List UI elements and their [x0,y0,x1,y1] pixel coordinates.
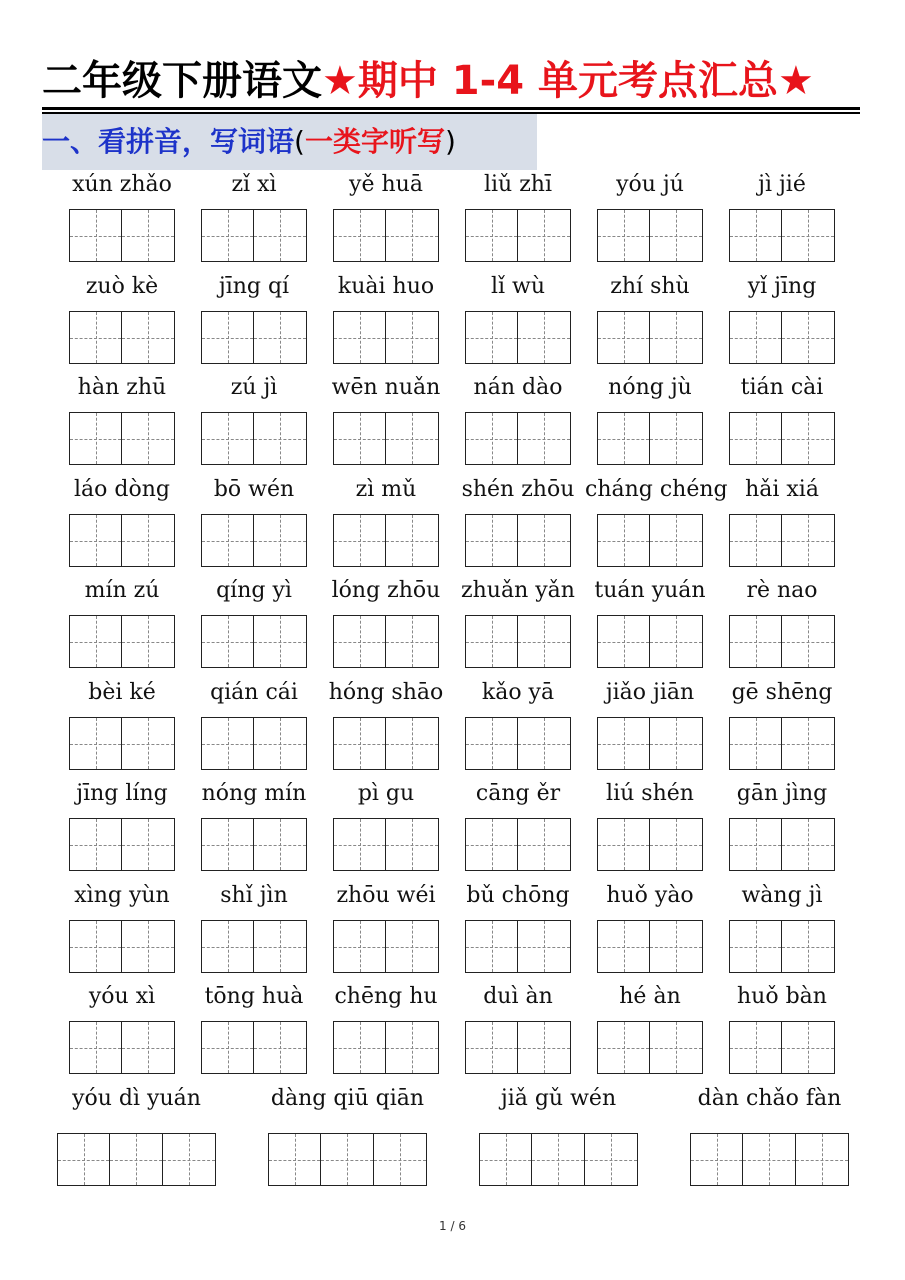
writing-grid[interactable] [333,920,439,973]
writing-cell[interactable] [386,210,438,261]
pinyin-label: yǐ jīng [747,274,817,299]
writing-cell[interactable] [374,1134,426,1185]
writing-cell[interactable] [598,1022,650,1073]
writing-cell[interactable] [650,210,702,261]
pinyin-label: dàn chǎo fàn [697,1086,842,1111]
section-title: 一、看拼音，写词语 [42,125,295,158]
writing-cell[interactable] [269,1134,321,1185]
writing-grid[interactable] [690,1133,849,1186]
writing-grid[interactable] [729,209,835,262]
writing-cell[interactable] [730,616,782,667]
writing-cell[interactable] [334,921,386,972]
writing-cell[interactable] [782,616,834,667]
writing-cell[interactable] [334,413,386,464]
writing-grid[interactable] [479,1133,638,1186]
section-heading [42,114,537,170]
writing-cell[interactable] [730,1022,782,1073]
pinyin-label: duì àn [483,984,553,1009]
writing-cell[interactable] [796,1134,848,1185]
writing-cell[interactable] [122,819,174,870]
writing-grid[interactable] [597,311,703,364]
pinyin-label: qíng yì [216,578,292,603]
section-paren-close: ) [444,125,456,158]
writing-grid[interactable] [201,1021,307,1074]
writing-cell[interactable] [730,921,782,972]
writing-grid[interactable] [201,514,307,567]
writing-cell[interactable] [730,413,782,464]
writing-cell[interactable] [70,413,122,464]
writing-cell[interactable] [650,921,702,972]
writing-cell[interactable] [730,515,782,566]
writing-cell[interactable] [386,515,438,566]
writing-grid[interactable] [201,717,307,770]
writing-cell[interactable] [254,921,306,972]
pinyin-label: jīng líng [76,781,168,806]
pinyin-label: zǐ xì [231,172,277,197]
pinyin-label: wēn nuǎn [331,375,441,400]
writing-grid[interactable] [465,920,571,973]
writing-cell[interactable] [598,413,650,464]
writing-cell[interactable] [58,1134,110,1185]
pinyin-label: mín zú [84,578,160,603]
pinyin-label: yóu dì yuán [72,1086,201,1111]
pinyin-label: lǐ wù [490,274,546,299]
writing-cell[interactable] [334,819,386,870]
writing-cell[interactable] [334,718,386,769]
writing-cell[interactable] [254,616,306,667]
pinyin-label: jiǎo jiān [605,680,695,705]
pinyin-label: cāng ěr [475,781,561,806]
writing-cell[interactable] [70,819,122,870]
writing-cell[interactable] [254,210,306,261]
writing-cell[interactable] [466,921,518,972]
page-title [42,55,862,107]
writing-cell[interactable] [334,210,386,261]
pinyin-label: láo dòng [74,477,170,502]
pinyin-label: tián cài [740,375,824,400]
writing-cell[interactable] [254,819,306,870]
writing-grid[interactable] [333,311,439,364]
writing-cell[interactable] [202,819,254,870]
writing-cell[interactable] [532,1134,584,1185]
writing-cell[interactable] [585,1134,637,1185]
pinyin-label: jiǎ gǔ wén [500,1086,617,1111]
writing-cell[interactable] [254,312,306,363]
pinyin-label: liǔ zhī [483,172,553,197]
pinyin-label: yě huā [349,172,423,197]
writing-grid[interactable] [597,717,703,770]
writing-cell[interactable] [598,312,650,363]
writing-cell[interactable] [202,312,254,363]
writing-cell[interactable] [386,718,438,769]
writing-grid[interactable] [333,615,439,668]
pinyin-label: lóng zhōu [331,578,441,603]
writing-cell[interactable] [650,312,702,363]
writing-cell[interactable] [466,616,518,667]
pinyin-label: gān jìng [736,781,828,806]
pinyin-label: nóng mín [201,781,307,806]
writing-grid[interactable] [69,311,175,364]
writing-grid[interactable] [333,514,439,567]
writing-cell[interactable] [386,819,438,870]
writing-cell[interactable] [386,413,438,464]
writing-cell[interactable] [466,819,518,870]
pinyin-label: bǔ chōng [466,883,570,908]
writing-cell[interactable] [321,1134,373,1185]
writing-cell[interactable] [598,515,650,566]
writing-grid[interactable] [465,818,571,871]
writing-cell[interactable] [518,1022,570,1073]
writing-cell[interactable] [598,819,650,870]
pinyin-label: huǒ bàn [737,984,827,1009]
writing-cell[interactable] [782,819,834,870]
writing-grid[interactable] [465,514,571,567]
writing-cell[interactable] [598,921,650,972]
writing-cell[interactable] [650,718,702,769]
writing-grid[interactable] [597,920,703,973]
writing-grid[interactable] [465,1021,571,1074]
pinyin-label: hàn zhū [77,375,167,400]
writing-grid[interactable] [201,920,307,973]
writing-grid[interactable] [465,615,571,668]
writing-cell[interactable] [598,718,650,769]
pinyin-label: zì mǔ [355,477,417,502]
section-subtitle: 一类字听写 [304,125,445,158]
writing-grid[interactable] [69,514,175,567]
writing-cell[interactable] [730,210,782,261]
writing-cell[interactable] [70,616,122,667]
writing-cell[interactable] [650,616,702,667]
writing-grid[interactable] [597,412,703,465]
writing-cell[interactable] [650,819,702,870]
pinyin-label: nán dào [473,375,563,400]
writing-grid[interactable] [333,818,439,871]
title-grade: 二年级下册语文 [42,58,322,104]
writing-cell[interactable] [386,1022,438,1073]
writing-grid[interactable] [729,920,835,973]
writing-cell[interactable] [518,515,570,566]
writing-grid[interactable] [201,412,307,465]
writing-cell[interactable] [466,1022,518,1073]
writing-cell[interactable] [122,210,174,261]
writing-grid[interactable] [729,1021,835,1074]
pinyin-label: dàng qiū qiān [270,1086,425,1111]
title-topic: ★期中 1-4 单元考点汇总★ [322,58,814,104]
writing-cell[interactable] [202,1022,254,1073]
writing-cell[interactable] [202,718,254,769]
writing-cell[interactable] [110,1134,162,1185]
pinyin-label: huǒ yào [606,883,694,908]
writing-cell[interactable] [122,616,174,667]
writing-cell[interactable] [466,718,518,769]
pinyin-label: gē shēng [731,680,833,705]
pinyin-label: pì gu [357,781,415,806]
writing-grid[interactable] [333,717,439,770]
pinyin-label: jì jié [758,172,806,197]
writing-grid[interactable] [333,209,439,262]
writing-grid[interactable] [333,412,439,465]
writing-grid[interactable] [729,717,835,770]
writing-grid[interactable] [597,514,703,567]
writing-grid[interactable] [69,615,175,668]
pinyin-label: yóu jú [616,172,684,197]
writing-cell[interactable] [650,515,702,566]
writing-cell[interactable] [782,413,834,464]
pinyin-label: yóu xì [88,984,156,1009]
writing-cell[interactable] [730,819,782,870]
writing-cell[interactable] [650,1022,702,1073]
writing-cell[interactable] [334,312,386,363]
writing-grid[interactable] [729,615,835,668]
pinyin-label: hé àn [619,984,681,1009]
pinyin-label: qián cái [210,680,298,705]
writing-cell[interactable] [70,210,122,261]
writing-cell[interactable] [334,515,386,566]
pinyin-label: zú jì [230,375,278,400]
writing-cell[interactable] [70,515,122,566]
writing-cell[interactable] [730,312,782,363]
writing-cell[interactable] [163,1134,215,1185]
writing-cell[interactable] [518,413,570,464]
writing-grid[interactable] [597,209,703,262]
writing-cell[interactable] [122,1022,174,1073]
writing-grid[interactable] [597,1021,703,1074]
writing-cell[interactable] [466,210,518,261]
writing-cell[interactable] [122,312,174,363]
writing-cell[interactable] [518,616,570,667]
writing-cell[interactable] [598,616,650,667]
writing-cell[interactable] [122,515,174,566]
writing-cell[interactable] [70,1022,122,1073]
writing-grid[interactable] [69,412,175,465]
writing-cell[interactable] [70,312,122,363]
writing-grid[interactable] [465,311,571,364]
writing-grid[interactable] [201,615,307,668]
pinyin-label: nóng jù [608,375,692,400]
writing-cell[interactable] [334,616,386,667]
writing-cell[interactable] [122,921,174,972]
pinyin-label: tōng huà [204,984,304,1009]
writing-cell[interactable] [691,1134,743,1185]
page-number: 1 / 6 [439,1219,466,1233]
writing-cell[interactable] [466,515,518,566]
writing-cell[interactable] [518,921,570,972]
pinyin-label: wàng jì [741,883,823,908]
writing-grid[interactable] [465,412,571,465]
writing-grid[interactable] [268,1133,427,1186]
writing-cell[interactable] [254,413,306,464]
section-paren-open: ( [294,125,305,158]
writing-grid[interactable] [729,412,835,465]
writing-cell[interactable] [202,921,254,972]
writing-cell[interactable] [730,718,782,769]
writing-cell[interactable] [386,616,438,667]
writing-cell[interactable] [202,210,254,261]
writing-grid[interactable] [201,311,307,364]
writing-cell[interactable] [782,1022,834,1073]
writing-grid[interactable] [69,1021,175,1074]
writing-cell[interactable] [743,1134,795,1185]
writing-grid[interactable] [465,209,571,262]
writing-grid[interactable] [201,818,307,871]
pinyin-label: zuò kè [85,274,159,299]
writing-grid[interactable] [69,920,175,973]
writing-cell[interactable] [122,718,174,769]
writing-grid[interactable] [333,1021,439,1074]
pinyin-label: bèi ké [88,680,156,705]
writing-cell[interactable] [518,312,570,363]
writing-cell[interactable] [254,718,306,769]
writing-grid[interactable] [69,717,175,770]
title-divider [42,107,860,110]
writing-cell[interactable] [782,515,834,566]
writing-cell[interactable] [334,1022,386,1073]
writing-cell[interactable] [518,718,570,769]
writing-cell[interactable] [70,718,122,769]
writing-cell[interactable] [122,413,174,464]
writing-cell[interactable] [598,210,650,261]
writing-cell[interactable] [782,312,834,363]
writing-cell[interactable] [782,718,834,769]
pinyin-label: kuài huo [337,274,435,299]
writing-cell[interactable] [386,312,438,363]
writing-cell[interactable] [650,413,702,464]
pinyin-label: zhí shù [610,274,690,299]
writing-cell[interactable] [254,1022,306,1073]
pinyin-label: jīng qí [218,274,290,299]
pinyin-label: hóng shāo [328,680,444,705]
writing-grid[interactable] [597,615,703,668]
writing-cell[interactable] [466,312,518,363]
writing-cell[interactable] [70,921,122,972]
pinyin-label: kǎo yā [481,680,555,705]
pinyin-label: bō wén [213,477,295,502]
pinyin-label: shǐ jìn [220,883,288,908]
writing-cell[interactable] [202,616,254,667]
pinyin-label: hǎi xiá [745,477,819,502]
writing-cell[interactable] [518,819,570,870]
writing-grid[interactable] [597,818,703,871]
writing-cell[interactable] [386,921,438,972]
writing-cell[interactable] [202,413,254,464]
writing-cell[interactable] [782,210,834,261]
writing-cell[interactable] [480,1134,532,1185]
writing-cell[interactable] [466,413,518,464]
pinyin-label: xún zhǎo [72,172,172,197]
writing-grid[interactable] [69,818,175,871]
pinyin-label: tuán yuán [594,578,706,603]
pinyin-label: zhōu wéi [336,883,436,908]
writing-cell[interactable] [202,515,254,566]
writing-grid[interactable] [465,717,571,770]
pinyin-label: rè nao [746,578,818,603]
pinyin-label: chēng hu [334,984,438,1009]
pinyin-label: liú shén [606,781,694,806]
writing-grid[interactable] [57,1133,216,1186]
writing-grid[interactable] [69,209,175,262]
writing-grid[interactable] [729,311,835,364]
pinyin-label: shén zhōu [461,477,575,502]
writing-grid[interactable] [729,514,835,567]
writing-cell[interactable] [518,210,570,261]
writing-cell[interactable] [782,921,834,972]
writing-grid[interactable] [201,209,307,262]
pinyin-label: zhuǎn yǎn [461,578,575,603]
writing-grid[interactable] [729,818,835,871]
pinyin-label: cháng chéng [585,477,728,502]
pinyin-label: xìng yùn [74,883,170,908]
writing-cell[interactable] [254,515,306,566]
